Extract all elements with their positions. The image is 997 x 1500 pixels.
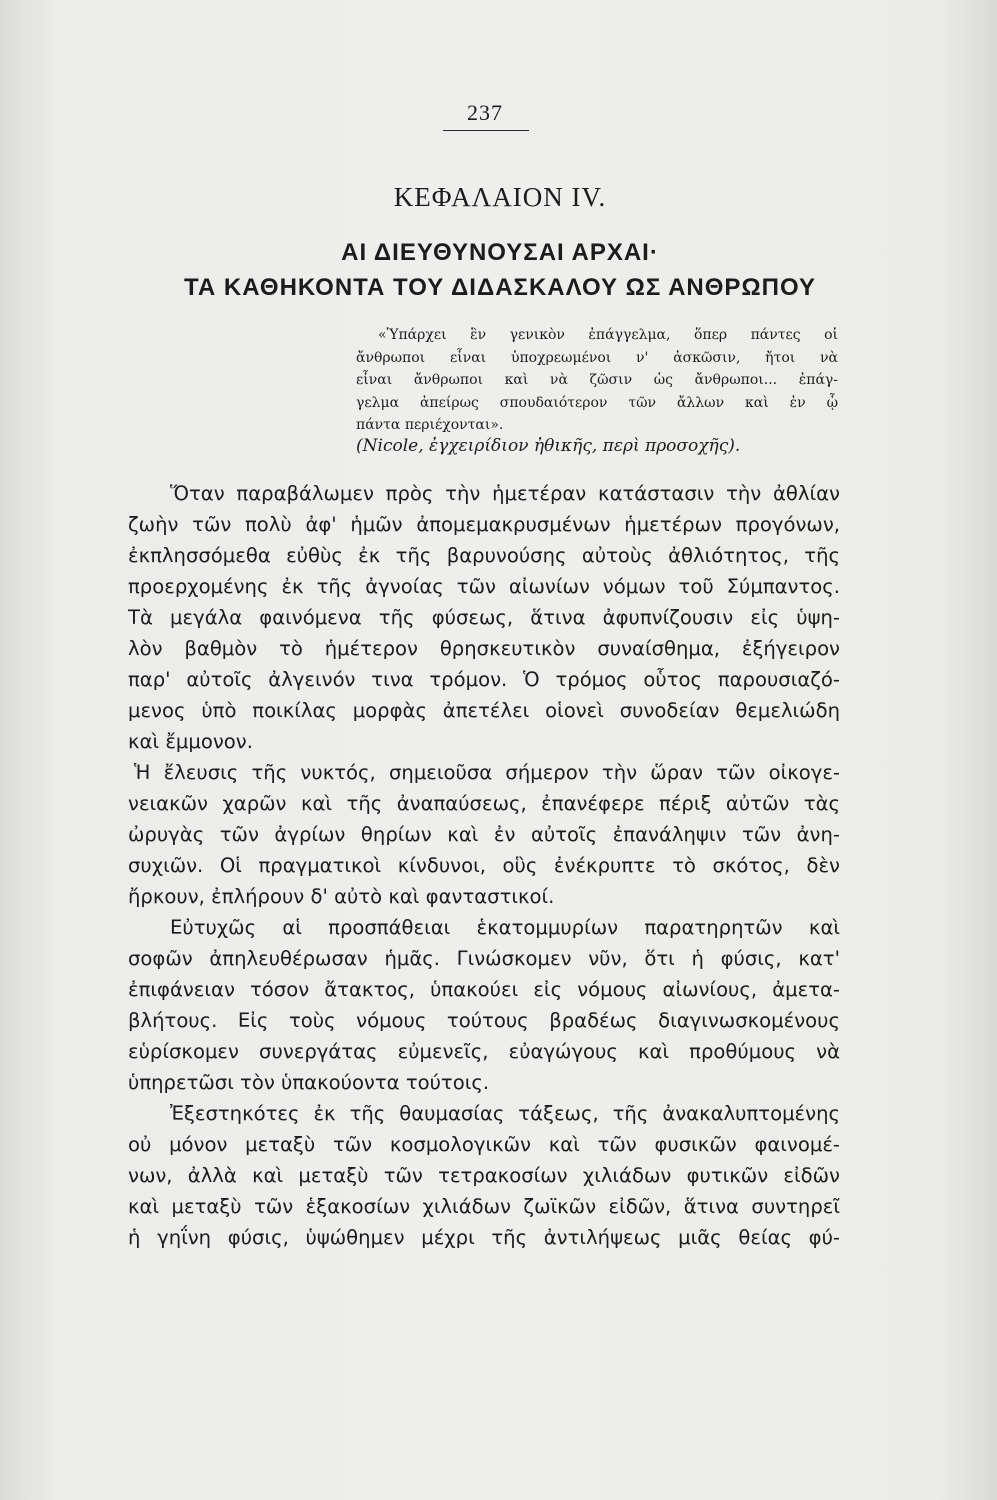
- body-line: ἤρκουν, ἐπλήρουν δ' αὐτὸ καὶ φανταστικοί.: [128, 885, 555, 908]
- body-line: ἐπιφάνειαν τόσον ἄτακτος, ὑπακούει εἰς νόμους αἰωνίους, ἀμετα-: [128, 978, 840, 1001]
- body-line: νων, ἀλλὰ καὶ μεταξὺ τῶν τετρακοσίων χιλιάδων φυτικῶν εἰδῶν: [128, 1164, 840, 1187]
- body-line: σοφῶν ἀπηλευθέρωσαν ἡμᾶς. Γινώσκομεν νῦν, ὅτι ἡ φύσις, κατ': [128, 947, 840, 970]
- epigraph-line: γελμα ἀπείρως σπουδαιότερον τῶν ἄλλων καὶ ἐν ᾧ: [356, 394, 838, 411]
- body-line: ὑπηρετῶσι τὸν ὑπακούοντα τούτοις.: [128, 1071, 490, 1094]
- section-title-line-2: ΤΑ ΚΑΘΗΚΟΝΤΑ ΤΟΥ ΔΙΔΑΣΚΑΛΟΥ ΩΣ ΑΝΘΡΩΠΟΥ: [184, 274, 816, 301]
- body-line: ὠρυγὰς τῶν ἀγρίων θηρίων καὶ ἐν αὐτοῖς ἐπανάληψιν τῶν ἀνη-: [128, 823, 840, 846]
- body-line: εὑρίσκομεν συνεργάτας εὐμενεῖς, εὐαγώγους καὶ προθύμους νὰ: [128, 1040, 840, 1063]
- chapter-heading: ΚΕΦΑΛΑΙΟΝ IV.: [393, 182, 607, 212]
- epigraph-line: εἶναι ἄνθρωποι καὶ νὰ ζῶσιν ὡς ἄνθρωποι... ἐπάγ-: [356, 372, 838, 389]
- body-line: ἡ γηΐνη φύσις, ὑψώθημεν μέχρι τῆς ἀντιλήψεως μιᾶς θείας φύ-: [128, 1226, 840, 1249]
- epigraph-line: «Ὑπάρχει ἓν γενικὸν ἐπάγγελμα, ὅπερ πάντες οἱ: [378, 327, 838, 343]
- body-line: προερχομένης ἐκ τῆς ἀγνοίας τῶν αἰωνίων νόμων τοῦ Σύμπαντος.: [128, 575, 840, 598]
- body-line: καὶ μεταξὺ τῶν ἑξακοσίων χιλιάδων ζωϊκῶν εἰδῶν, ἅτινα συντηρεῖ: [128, 1195, 840, 1218]
- page-number: 237: [467, 100, 503, 125]
- body-line: ἐκπλησσόμεθα εὐθὺς ἐκ τῆς βαρυνούσης αὐτοὺς ἀθλιότητος, τῆς: [128, 544, 840, 567]
- body-line: βλήτους. Εἰς τοὺς νόμους τούτους βραδέως διαγινωσκομένους: [128, 1009, 840, 1032]
- body-line: παρ' αὐτοῖς ἀλγεινόν τινα τρόμον. Ὁ τρόμος οὗτος παρουσιαζό-: [128, 668, 840, 691]
- body-line: Εὐτυχῶς αἱ προσπάθειαι ἑκατομμυρίων παρατηρητῶν καὶ: [170, 916, 840, 939]
- body-line: λὸν βαθμὸν τὸ ἡμέτερον θρησκευτικὸν συναίσθημα, ἐξήγειρον: [128, 637, 840, 660]
- section-title-line-1: ΑΙ ΔΙΕΥΘΥΝΟΥΣΑΙ ΑΡΧΑΙ·: [341, 239, 659, 266]
- body-line: Ἐξεστηκότες ἐκ τῆς θαυμασίας τάξεως, τῆς ἀνακαλυπτομένης: [170, 1102, 840, 1125]
- body-line: Ὅταν παραβάλωμεν πρὸς τὴν ἡμετέραν κατάστασιν τὴν ἀθλίαν: [170, 482, 840, 505]
- body-text: [128, 478, 840, 1253]
- body-line: μενος ὑπὸ ποικίλας μορφὰς ἀπετέλει οἱονεὶ συνοδείαν θεμελιώδη: [128, 699, 840, 722]
- body-line: καὶ ἔμμονον.: [128, 730, 253, 753]
- epigraph-source: (Nicole, ἐγχειρίδιον ἠθικῆς, περὶ προσοχῆς).: [356, 436, 741, 456]
- epigraph-quote: [356, 324, 838, 437]
- body-line: οὐ μόνον μεταξὺ τῶν κοσμολογικῶν καὶ τῶν φυσικῶν φαινομέ-: [128, 1133, 840, 1156]
- body-line: νειακῶν χαρῶν καὶ τῆς ἀναπαύσεως, ἐπανέφερε πέριξ αὐτῶν τὰς: [128, 792, 840, 815]
- body-line: Ἡ ἔλευσις τῆς νυκτός, σημειοῦσα σήμερον τὴν ὥραν τῶν οἰκογε-: [134, 761, 840, 784]
- epigraph-line: ἄνθρωποι εἶναι ὑποχρεωμένοι ν' ἀσκῶσιν, ἤτοι νὰ: [356, 349, 838, 366]
- body-line: συχιῶν. Οἱ πραγματικοὶ κίνδυνοι, οὓς ἐνέκρυπτε τὸ σκότος, δὲν: [128, 854, 840, 877]
- page-number-rule: [443, 130, 529, 131]
- body-line: ζωὴν τῶν πολὺ ἀφ' ἡμῶν ἀπομεμακρυσμένων ἡμετέρων προγόνων,: [128, 513, 840, 536]
- body-line: Τὰ μεγάλα φαινόμενα τῆς φύσεως, ἅτινα ἀφυπνίζουσιν εἰς ὑψη-: [128, 606, 840, 629]
- epigraph-line: πάντα περιέχονται».: [356, 417, 504, 434]
